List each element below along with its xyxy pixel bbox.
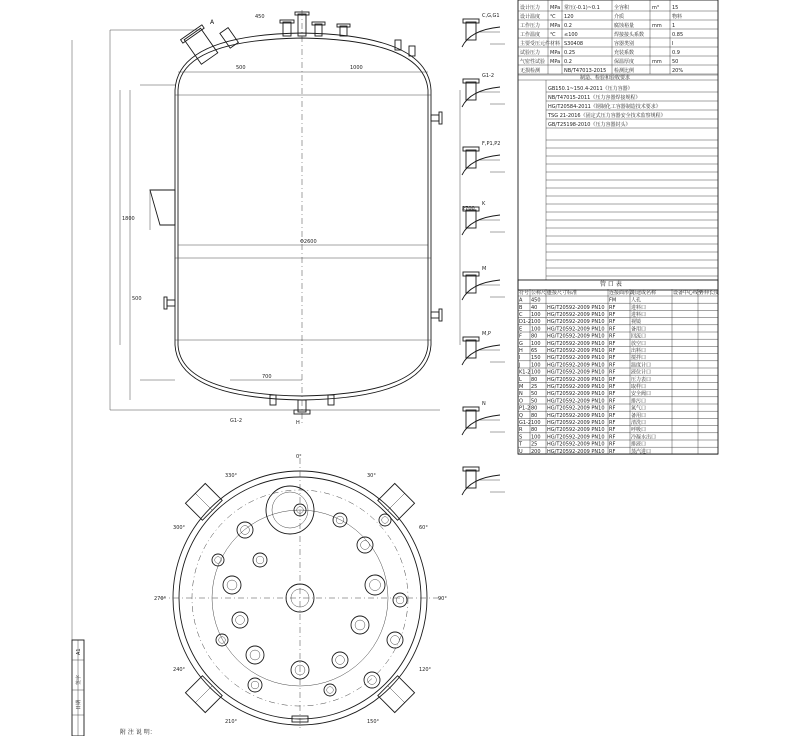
table-cell: ℃ bbox=[550, 14, 556, 20]
detail-label: N bbox=[482, 401, 486, 407]
detail-label: M bbox=[482, 266, 487, 272]
table-cell: HG/T20592-2009 PN10 bbox=[547, 427, 605, 434]
table-cell: 工作压力 bbox=[520, 23, 541, 29]
table-cell: 压力表口 bbox=[631, 376, 652, 383]
table-cell: 15 bbox=[672, 5, 679, 11]
table-cell: HG/T20592-2009 PN10 bbox=[547, 333, 605, 340]
side-dim-1: 1800 bbox=[122, 216, 135, 222]
notes-label: 附 注 说 明： bbox=[120, 729, 156, 736]
table-cell: HG/T20592-2009 PN10 bbox=[547, 362, 605, 369]
table-cell: 腐蚀裕量 bbox=[614, 23, 635, 29]
table-cell: HG/T20592-2009 PN10 bbox=[547, 391, 605, 398]
table-cell: HG/T20592-2009 PN10 bbox=[547, 384, 605, 390]
table-cell: E bbox=[519, 326, 523, 333]
table-cell: m³ bbox=[652, 5, 659, 11]
table-cell: S bbox=[519, 434, 523, 441]
table-cell: 120 bbox=[564, 14, 574, 20]
table-cell: RF bbox=[609, 398, 616, 405]
detail-sketch bbox=[462, 401, 505, 435]
table-cell: RF bbox=[609, 304, 616, 311]
table-cell: 充装系数 bbox=[614, 50, 635, 56]
detail-label: G1-2 bbox=[482, 73, 495, 79]
table-cell: HG/T20592-2009 PN10 bbox=[547, 319, 605, 326]
table-cell: RF bbox=[609, 427, 616, 434]
table-cell: HG/T20592-2009 PN10 bbox=[547, 340, 605, 347]
table-row bbox=[518, 419, 718, 426]
table-cell: H bbox=[519, 348, 523, 354]
table-cell: 气密性试验 bbox=[520, 59, 546, 65]
table-cell: ℃ bbox=[550, 32, 556, 38]
shell-height-dim: 2700 bbox=[462, 206, 475, 212]
table-cell: 0.9 bbox=[672, 50, 680, 56]
table-cell: A bbox=[519, 297, 523, 304]
table-cell: RF bbox=[609, 340, 616, 347]
detail-label: F,P1,P2 bbox=[482, 141, 501, 147]
nozzle-circle bbox=[232, 612, 248, 628]
vessel-elevation bbox=[110, 10, 475, 426]
table-cell: G1-2 bbox=[519, 420, 532, 426]
table-cell: RF bbox=[609, 333, 616, 340]
table-cell: 0.2 bbox=[564, 23, 572, 29]
table-cell: 0.2 bbox=[564, 59, 572, 65]
table-cell: P1-2 bbox=[519, 405, 531, 412]
angle-label: 0° bbox=[296, 454, 302, 460]
column-header: 连接尺寸标准 bbox=[547, 290, 578, 296]
table-cell: MPa bbox=[550, 50, 561, 56]
table-cell: 蒸汽进口 bbox=[631, 448, 652, 455]
table-cell: Q bbox=[519, 412, 523, 419]
table-cell: RF bbox=[609, 384, 616, 390]
table-cell: 100 bbox=[531, 362, 541, 369]
table-cell: C bbox=[519, 312, 523, 318]
nozzle-circle bbox=[237, 522, 253, 538]
table-cell: 容器类别 bbox=[614, 41, 635, 47]
standard-item: HG/T20584-2011《钢制化工容器制造技术要求》 bbox=[548, 104, 661, 110]
table-cell: 50 bbox=[672, 59, 679, 65]
table-cell: RF bbox=[609, 348, 616, 354]
table-row bbox=[518, 361, 718, 368]
table-row bbox=[518, 325, 718, 332]
detail-sketch bbox=[462, 266, 505, 300]
table-cell: 设计压力 bbox=[520, 5, 541, 11]
table-cell: 25 bbox=[531, 384, 538, 390]
table-cell: MPa bbox=[550, 59, 561, 65]
nozzle-circle bbox=[212, 554, 224, 566]
table-cell: 取样口 bbox=[631, 384, 647, 390]
standard-item: GB150.1~150.4-2011《压力容器》 bbox=[548, 86, 633, 92]
nozzle-circle bbox=[379, 514, 391, 526]
table-cell: HG/T20592-2009 PN10 bbox=[547, 448, 605, 455]
table-row bbox=[518, 383, 718, 390]
table-row bbox=[518, 397, 718, 404]
table-cell: 100 bbox=[531, 326, 541, 333]
table-cell: mm bbox=[652, 23, 662, 29]
nozzle-circle bbox=[332, 652, 348, 668]
top-nozzle-label: A bbox=[210, 19, 215, 26]
table-cell: HG/T20592-2009 PN10 bbox=[547, 312, 605, 318]
angle-label: 90° bbox=[438, 596, 447, 602]
nozzle-table-header: 管 口 表 bbox=[600, 281, 622, 288]
table-row bbox=[518, 354, 718, 361]
bottom-nozzle-label: G1-2 bbox=[230, 418, 243, 424]
table-cell: 50 bbox=[531, 391, 538, 398]
table-row bbox=[518, 426, 718, 433]
table-cell: 100 bbox=[531, 420, 541, 426]
table-cell: HG/T20592-2009 PN10 bbox=[547, 412, 605, 419]
table-cell: T bbox=[519, 441, 523, 448]
table-cell: 人孔 bbox=[631, 297, 642, 304]
table-cell: 备用口 bbox=[631, 326, 647, 333]
table-cell: 100 bbox=[531, 312, 541, 318]
table-cell: 200 bbox=[531, 448, 541, 455]
table-cell: 保温厚度 bbox=[614, 59, 635, 65]
table-row bbox=[518, 311, 718, 318]
table-cell: 放空口 bbox=[631, 340, 647, 347]
table-cell: 80 bbox=[531, 376, 538, 383]
table-cell: RF bbox=[609, 319, 616, 326]
table-cell: K1-2 bbox=[519, 369, 531, 376]
spec-header: 制造、检验和验收要求 bbox=[580, 75, 631, 81]
table-cell: 常压(-0.1)~0.1 bbox=[564, 5, 600, 11]
table-cell: HG/T20592-2009 PN10 bbox=[547, 420, 605, 426]
table-cell: 物料 bbox=[672, 14, 683, 20]
table-cell: HG/T20592-2009 PN10 bbox=[547, 348, 605, 354]
table-row bbox=[518, 376, 718, 383]
table-cell: RF bbox=[609, 434, 616, 441]
table-cell: L bbox=[519, 376, 522, 383]
table-cell: 80 bbox=[531, 412, 538, 419]
nozzle-circle bbox=[324, 684, 336, 696]
vessel-plan-view bbox=[154, 454, 447, 736]
table-cell: RF bbox=[609, 369, 616, 376]
table-cell: G bbox=[519, 340, 523, 347]
table-cell: 冷凝水出口 bbox=[631, 434, 657, 441]
table-cell: 65 bbox=[531, 348, 538, 354]
table-cell: RF bbox=[609, 312, 616, 318]
table-cell: 氮气口 bbox=[631, 405, 647, 412]
table-row bbox=[518, 340, 718, 347]
table-row bbox=[518, 297, 718, 304]
nozzle-circle bbox=[393, 593, 407, 607]
table-cell: RF bbox=[609, 376, 616, 383]
table-cell: 液位计口 bbox=[631, 369, 652, 376]
table-row bbox=[518, 441, 718, 448]
detail-sketch bbox=[462, 467, 505, 495]
column-header: 设备中心线至 bbox=[673, 290, 704, 296]
table-cell: 排污口 bbox=[631, 398, 647, 405]
nozzle-details bbox=[462, 13, 505, 495]
detail-sketch bbox=[462, 13, 505, 47]
table-cell: 检测比例 bbox=[614, 68, 635, 74]
side-dim-2: 500 bbox=[132, 296, 142, 302]
angle-label: 240° bbox=[173, 667, 186, 673]
strip-cell-1: A1 bbox=[76, 648, 82, 655]
table-row bbox=[518, 333, 718, 340]
table-cell: 20% bbox=[672, 68, 684, 74]
table-cell: 80 bbox=[531, 405, 538, 412]
table-cell: R bbox=[519, 427, 523, 434]
top-dim: 450 bbox=[255, 14, 265, 20]
table-cell: 进料口 bbox=[631, 304, 647, 311]
table-cell: 安全阀口 bbox=[631, 391, 652, 398]
angle-label: 150° bbox=[367, 718, 380, 725]
table-cell: D1-2 bbox=[519, 319, 532, 326]
table-cell: NB/T47013-2015 bbox=[564, 68, 607, 74]
table-cell: 100 bbox=[531, 369, 541, 376]
table-cell: 100 bbox=[531, 434, 541, 441]
table-cell: RF bbox=[609, 448, 616, 455]
table-row bbox=[518, 318, 718, 325]
detail-label: C,G,G1 bbox=[482, 13, 500, 19]
table-cell: 50 bbox=[531, 398, 538, 405]
table-cell: 80 bbox=[531, 333, 538, 340]
head-right-dim: 1000 bbox=[350, 65, 363, 71]
table-cell: RF bbox=[609, 412, 616, 419]
angle-label: 210° bbox=[225, 718, 238, 725]
column-header: 符号 bbox=[519, 290, 530, 296]
table-cell: S30408 bbox=[564, 41, 584, 47]
head-left-dim: 500 bbox=[236, 65, 246, 71]
table-cell: 焊接接头系数 bbox=[614, 32, 645, 38]
table-row bbox=[518, 433, 718, 440]
table-cell: 备用口 bbox=[631, 412, 647, 419]
table-cell: 呼吸口 bbox=[631, 427, 647, 434]
table-cell: 搅拌口 bbox=[631, 355, 647, 362]
table-row bbox=[518, 405, 718, 412]
table-cell: mm bbox=[652, 59, 662, 65]
table-cell: HG/T20592-2009 PN10 bbox=[547, 376, 605, 383]
table-cell: B bbox=[519, 304, 523, 311]
angle-label: 60° bbox=[418, 525, 428, 531]
table-row bbox=[518, 347, 718, 354]
table-cell: RF bbox=[609, 441, 616, 448]
table-cell: 出料口 bbox=[631, 348, 647, 354]
table-cell: U bbox=[519, 448, 523, 455]
angle-label: 30° bbox=[367, 473, 376, 480]
table-cell: N bbox=[519, 391, 523, 398]
table-cell: 排液口 bbox=[631, 441, 647, 448]
detail-label: M,P bbox=[482, 331, 491, 337]
nozzle-circle bbox=[216, 634, 228, 646]
table-cell: HG/T20592-2009 PN10 bbox=[547, 326, 605, 333]
table-cell: HG/T20592-2009 PN10 bbox=[547, 355, 605, 362]
table-cell: 80 bbox=[531, 427, 538, 434]
table-cell: 清洗口 bbox=[631, 420, 647, 426]
nozzle-circle bbox=[223, 576, 241, 594]
table-cell: 全容积 bbox=[614, 5, 630, 11]
nozzle-circle bbox=[387, 632, 403, 648]
design-data-table bbox=[518, 0, 718, 290]
table-cell: RF bbox=[609, 420, 616, 426]
column-header: 外伸长度 bbox=[699, 290, 720, 296]
table-cell: 100 bbox=[531, 319, 541, 326]
table-cell: 无损检测 bbox=[520, 68, 541, 74]
angle-label: 270° bbox=[154, 596, 167, 602]
table-cell: 视镜 bbox=[631, 319, 642, 326]
table-cell: 工作温度 bbox=[520, 32, 541, 38]
table-cell: ≤100 bbox=[564, 32, 578, 38]
table-cell: J bbox=[519, 362, 521, 369]
table-cell: HG/T20592-2009 PN10 bbox=[547, 441, 605, 448]
table-cell: I bbox=[672, 41, 674, 47]
table-cell: 介质 bbox=[614, 14, 625, 20]
table-cell: 回流口 bbox=[631, 333, 647, 340]
table-row bbox=[518, 412, 718, 419]
standard-item: NB/T47015-2011《压力容器焊接规程》 bbox=[548, 95, 641, 101]
diameter-dim: Φ2600 bbox=[300, 239, 317, 245]
table-cell: RF bbox=[609, 391, 616, 398]
table-cell: RF bbox=[609, 355, 616, 362]
nozzle-circle bbox=[253, 553, 267, 567]
table-cell: FM bbox=[609, 297, 617, 304]
nozzle-circle bbox=[357, 537, 373, 553]
table-cell: 主要受压元件材料 bbox=[520, 41, 561, 47]
nozzle-circle bbox=[364, 672, 380, 688]
table-cell: 100 bbox=[531, 340, 541, 347]
table-cell: I bbox=[519, 355, 521, 362]
table-cell: 进料口 bbox=[631, 312, 647, 318]
standard-item: GB/T25198-2010《压力容器封头》 bbox=[548, 122, 631, 128]
table-cell: M bbox=[519, 384, 524, 390]
column-header: 连接面形式 bbox=[609, 290, 635, 296]
angle-label: 330° bbox=[225, 473, 238, 480]
column-header: 公称尺寸 bbox=[531, 290, 552, 296]
bottom-label: H bbox=[296, 420, 300, 426]
table-cell: 0.85 bbox=[672, 32, 684, 38]
table-cell: MPa bbox=[550, 23, 561, 29]
table-cell: 450 bbox=[531, 297, 541, 304]
table-cell: RF bbox=[609, 405, 616, 412]
table-cell: 1 bbox=[672, 23, 676, 29]
bottom-dim: 700 bbox=[262, 374, 272, 380]
nozzle-circle bbox=[351, 616, 369, 634]
table-cell: 温度计口 bbox=[631, 362, 652, 369]
nozzle-table bbox=[518, 280, 719, 455]
table-cell: RF bbox=[609, 362, 616, 369]
strip-cell-3: 日期 bbox=[76, 699, 82, 710]
table-cell: 25 bbox=[531, 441, 538, 448]
table-cell: 150 bbox=[531, 355, 541, 362]
nozzle-circle bbox=[248, 678, 262, 692]
table-cell: HG/T20592-2009 PN10 bbox=[547, 304, 605, 311]
table-cell: F bbox=[519, 333, 522, 340]
detail-label: K bbox=[482, 201, 486, 207]
angle-label: 120° bbox=[418, 667, 432, 673]
nozzle-circle bbox=[365, 575, 385, 595]
table-cell: MPa bbox=[550, 5, 561, 11]
table-cell: HG/T20592-2009 PN10 bbox=[547, 434, 605, 441]
strip-cell-2: 签字 bbox=[76, 674, 82, 685]
table-cell: 40 bbox=[531, 304, 538, 311]
standard-item: TSG 21-2016《固定式压力容器安全技术监察规程》 bbox=[548, 113, 666, 119]
table-cell: O bbox=[519, 398, 523, 405]
table-row bbox=[518, 304, 718, 311]
table-cell: 0.25 bbox=[564, 50, 576, 56]
nozzle-circle bbox=[246, 646, 264, 664]
table-cell: HG/T20592-2009 PN10 bbox=[547, 398, 605, 405]
table-cell: HG/T20592-2009 PN10 bbox=[547, 405, 605, 412]
table-cell: HG/T20592-2009 PN10 bbox=[547, 369, 605, 376]
angle-label: 300° bbox=[173, 525, 186, 531]
column-header: 用途或名称 bbox=[631, 290, 657, 296]
nozzle-circle bbox=[333, 513, 347, 527]
detail-sketch bbox=[462, 331, 505, 365]
detail-sketch bbox=[462, 141, 505, 175]
table-row bbox=[518, 390, 718, 397]
table-cell: 试验压力 bbox=[520, 50, 541, 56]
table-cell: RF bbox=[609, 326, 616, 333]
table-row bbox=[518, 369, 718, 376]
title-strip bbox=[72, 40, 84, 736]
table-cell: 设计温度 bbox=[520, 14, 541, 20]
detail-sketch bbox=[462, 73, 505, 107]
